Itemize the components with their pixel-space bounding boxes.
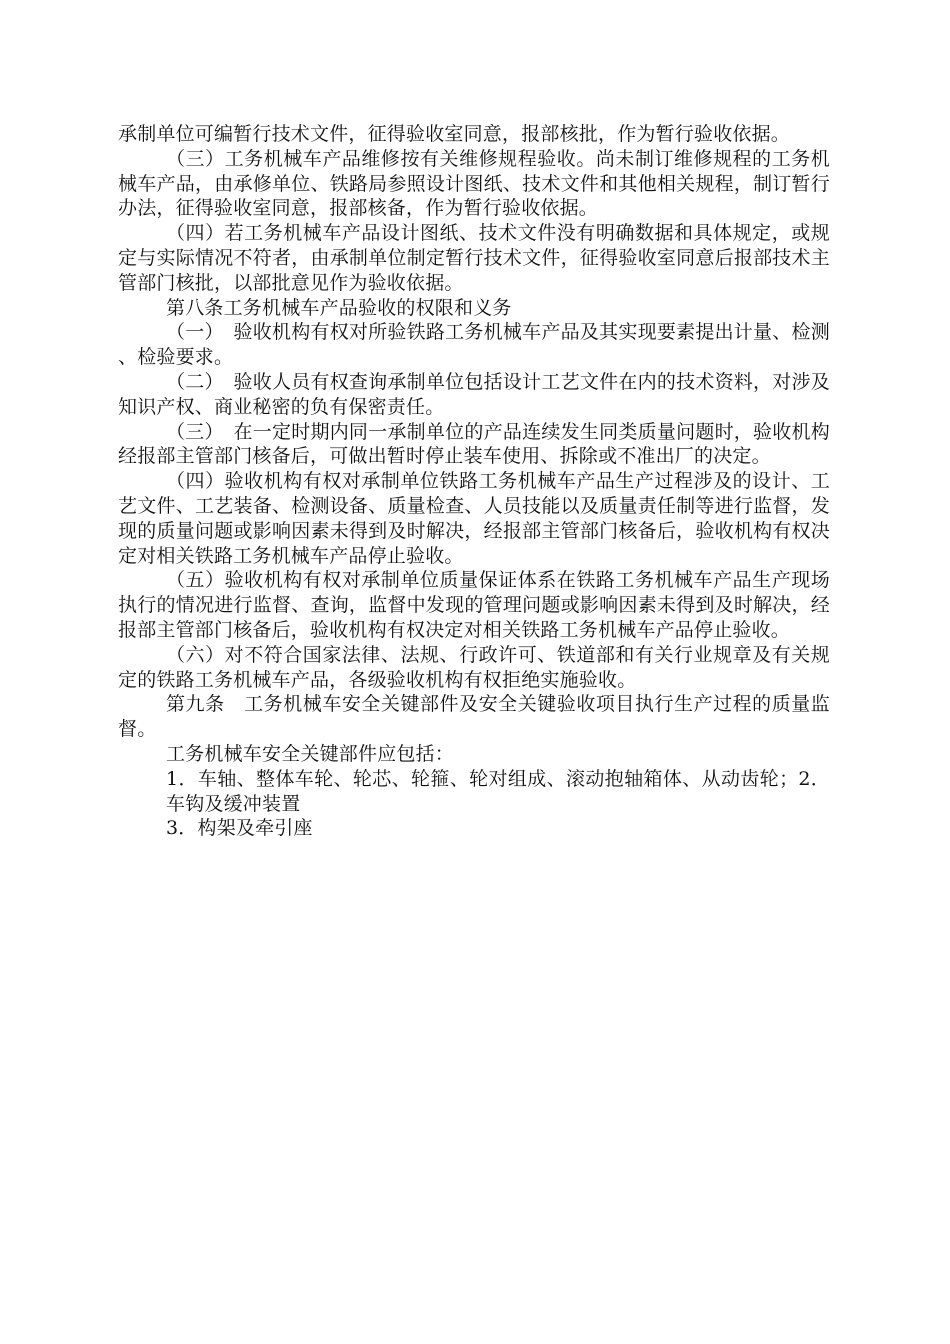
paragraph-continuation: 承制单位可编暂行技术文件，征得验收室同意，报部核批，作为暂行验收依据。 xyxy=(118,123,791,145)
document-body xyxy=(118,122,830,841)
safety-parts-intro: 工务机械车安全关键部件应包括： xyxy=(166,742,455,765)
paragraph-clause-8-5: （五）验收机构有权对承制单位质量保证体系在铁路工务机械车产品生产现场执行的情况进行监督、查询，监督中发现的管理问题或影响因素未得到及时解决，经报部主管部门核备后，验收机构有权决定对相关铁路工务机械车产品停止验收。 xyxy=(118,569,830,641)
paragraph-clause-8-6: （六）对不符合国家法律、法规、行政许可、铁道部和有关行业规章及有关规定的铁路工务机械车产品，各级验收机构有权拒绝实施验收。 xyxy=(118,643,830,691)
safety-parts-list-item-3: 3．构架及牵引座 xyxy=(166,817,313,840)
paragraph-clause-8-1: （一） 验收机构有权对所验铁路工务机械车产品及其实现要素提出计量、检测、检验要求。 xyxy=(118,321,830,369)
article-8-heading: 第八条工务机械车产品验收的权限和义务 xyxy=(166,296,512,319)
paragraph-clause-8-2: （二） 验收人员有权查询承制单位包括设计工艺文件在内的技术资料，对涉及知识产权、商业秘密的负有保密责任。 xyxy=(118,370,830,418)
paragraph-clause-7-4: （四）若工务机械车产品设计图纸、技术文件没有明确数据和具体规定，或规定与实际情况不符者，由承制单位制定暂行技术文件，征得验收室同意后报部技术主管部门核批，以部批意见作为验收依据。 xyxy=(118,222,830,294)
safety-parts-list-item-1-2: 1．车轴、整体车轮、轮芯、轮箍、轮对组成、滚动抱轴箱体、从动齿轮；2．车钩及缓冲装置 xyxy=(166,767,830,815)
paragraph-clause-8-3: （三） 在一定时期内同一承制单位的产品连续发生同类质量问题时，验收机构经报部主管部门核备后，可做出暂时停止装车使用、拆除或不准出厂的决定。 xyxy=(118,420,830,468)
paragraph-clause-8-4: （四）验收机构有权对承制单位铁路工务机械车产品生产过程涉及的设计、工艺文件、工艺装备、检测设备、质量检查、人员技能以及质量责任制等进行监督，发现的质量问题或影响因素未得到及时解决，经报部主管部门核备后，验收机构有权决定对相关铁路工务机械车产品停止验收。 xyxy=(118,470,830,567)
paragraph-clause-7-3: （三）工务机械车产品维修按有关维修规程验收。尚未制订维修规程的工务机械车产品，由承修单位、铁路局参照设计图纸、技术文件和其他相关规程，制订暂行办法，征得验收室同意，报部核备，作为暂行验收依据。 xyxy=(118,147,830,220)
article-9-paragraph: 第九条 工务机械车安全关键部件及安全关键验收项目执行生产过程的质量监督。 xyxy=(118,693,830,741)
